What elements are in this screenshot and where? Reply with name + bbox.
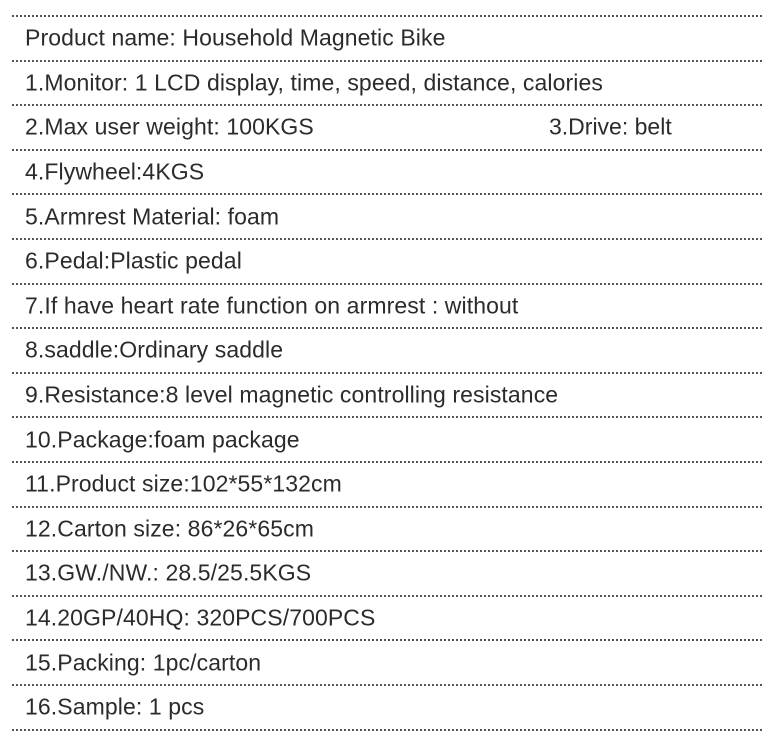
spec-row-resistance bbox=[12, 374, 762, 419]
spec-row-heart-rate bbox=[12, 285, 762, 330]
spec-row-pedal bbox=[12, 240, 762, 285]
spec-container-load: 14.20GP/40HQ: 320PCS/700PCS bbox=[25, 604, 376, 631]
spec-gross-net-weight: 13.GW./NW.: 28.5/25.5KGS bbox=[25, 559, 312, 586]
spec-resistance: 9.Resistance:8 level magnetic controlling resistance bbox=[25, 381, 559, 408]
spec-pedal: 6.Pedal:Plastic pedal bbox=[25, 247, 242, 274]
spec-flywheel: 4.Flywheel:4KGS bbox=[25, 158, 205, 185]
spec-list bbox=[12, 17, 762, 731]
spec-row-armrest-material bbox=[12, 195, 762, 240]
spec-monitor: 1.Monitor: 1 LCD display, time, speed, distance, calories bbox=[25, 69, 603, 96]
spec-row-package bbox=[12, 418, 762, 463]
spec-carton-size: 12.Carton size: 86*26*65cm bbox=[25, 515, 314, 542]
spec-packing: 15.Packing: 1pc/carton bbox=[25, 649, 262, 676]
spec-heart-rate: 7.If have heart rate function on armrest : without bbox=[25, 292, 519, 319]
spec-row-product-size bbox=[12, 463, 762, 508]
spec-product-size: 11.Product size:102*55*132cm bbox=[25, 470, 342, 497]
spec-drive: 3.Drive: belt bbox=[549, 113, 672, 140]
spec-row-carton-size bbox=[12, 508, 762, 553]
spec-sample: 16.Sample: 1 pcs bbox=[25, 693, 205, 720]
spec-row-flywheel bbox=[12, 151, 762, 196]
spec-row-gross-net-weight bbox=[12, 552, 762, 597]
spec-product-name: Product name: Household Magnetic Bike bbox=[25, 24, 446, 51]
spec-max-user-weight: 2.Max user weight: 100KGS bbox=[25, 113, 314, 140]
spec-saddle: 8.saddle:Ordinary saddle bbox=[25, 336, 284, 363]
spec-row-sample bbox=[12, 686, 762, 731]
spec-row-container-load bbox=[12, 597, 762, 642]
spec-row-product-name bbox=[12, 17, 762, 62]
spec-row-packing bbox=[12, 641, 762, 686]
spec-row-weight-drive bbox=[12, 106, 762, 151]
spec-row-monitor bbox=[12, 62, 762, 107]
spec-package: 10.Package:foam package bbox=[25, 426, 300, 453]
spec-row-saddle bbox=[12, 329, 762, 374]
spec-armrest-material: 5.Armrest Material: foam bbox=[25, 203, 280, 230]
